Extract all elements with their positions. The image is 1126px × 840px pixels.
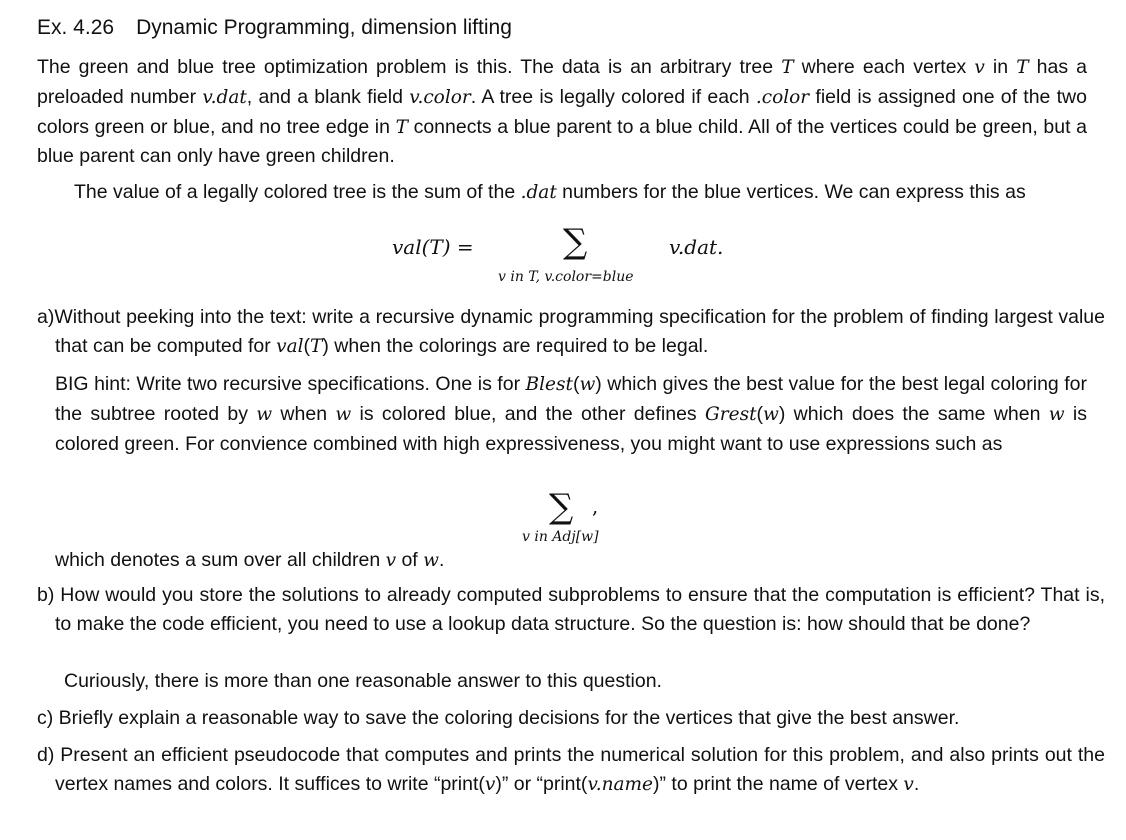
big-hint [55,370,1087,458]
text-run: numbers for the blue vertices. We can express this as [556,181,1026,203]
part-a [37,303,1105,362]
comma: , [592,495,599,518]
math-expression: w [763,403,779,425]
text-run: , and a blank field [246,85,410,108]
text-run: is colored green. For convience combined with high expressiveness, you might want to use expressions such as [55,402,1087,455]
text-run: ( [756,402,763,425]
equation-rhs: v.dat. [669,235,724,259]
math-expression: T [395,116,408,138]
math-expression: Grest [705,403,757,425]
part-d [37,741,1105,800]
math-expression: val [276,335,304,357]
text-run: has a preloaded number [37,56,1088,108]
text-run: b) How would you store the solutions to already computed subproblems to ensure that the computation is efficient? That is, to make the code efficient, you need to use a lookup data structure. So the question is: how should that be done? [37,584,1105,635]
text-run: . [913,772,920,795]
math-expression: w [335,403,352,425]
math-expression: v [974,57,985,78]
text-run: a)Without peeking into the text: write a recursive dynamic programming specification for the problem of finding largest value that can be computed for [37,306,1105,357]
text-run: ( [303,334,311,357]
math-expression: v [385,550,397,571]
exercise-title [37,16,512,40]
text-run: when [272,402,336,425]
problem-statement [37,53,1087,171]
text-run: connects a blue parent to a blue child. All of the vertices could be green, but a blue parent can only have green children. [37,115,1087,168]
math-expression: .dat [520,182,557,203]
text-run: Curiously, there is more than one reasonable answer to this question. [64,670,662,692]
sum-subscript: v in T, v.color=blue [498,269,634,285]
math-expression: T [310,335,323,357]
math-expression: .color [755,86,810,108]
math-expression: T [781,57,794,78]
math-expression: w [423,550,439,571]
part-b-note [64,667,1087,696]
text-run: c) Briefly explain a reasonable way to save the coloring decisions for the vertices that give the best answer. [37,707,960,729]
hint-continuation [55,546,1087,576]
sum-subscript: v in Adj[w] [522,529,599,545]
math-expression: w [256,403,273,425]
text-run: The value of a legally colored tree is the sum of the [74,181,521,203]
equation-lhs: val(T) = [392,235,474,259]
math-expression: v [903,773,914,795]
exercise-number: Ex. 4.26 [37,16,115,39]
math-expression: T [1016,57,1029,78]
text-run: is colored blue, and the other defines [351,402,705,425]
math-expression: v [484,773,496,795]
sigma-symbol: ∑ [549,487,574,527]
math-expression: v.name [587,773,654,795]
math-expression: Blest [525,374,573,395]
text-run: The green and blue tree optimization problem is this. The data is an arbitrary tree [37,56,782,78]
text-run: where each vertex [793,56,975,78]
text-run: ) which gives the best value for the best legal coloring for the subtree rooted by [55,373,1087,425]
math-expression: w [579,374,596,395]
text-run: d) Present an efficient pseudocode that computes and prints the numerical solution for this problem, and also prints out the vertex names and colors. It suffices to write “print( [37,744,1105,795]
text-run: which denotes a sum over all children [55,549,386,571]
text-run: ( [572,373,580,395]
text-run: field is assigned one of the two colors green or blue, and no tree edge in [37,85,1087,138]
sigma-symbol: ∑ [563,222,588,262]
text-run: . [439,549,445,571]
math-expression: v.color [409,86,471,108]
text-run: in [984,56,1017,78]
text-run: BIG hint: Write two recursive specifications. One is for [55,373,526,395]
text-run: ) when the colorings are required to be legal. [322,334,709,357]
text-run: )” to print the name of vertex [653,772,904,795]
part-c [37,704,1105,733]
exercise-heading: Dynamic Programming, dimension lifting [136,16,512,39]
part-b [37,581,1105,639]
text-run: of [396,549,424,571]
text-run: ) which does the same when [778,402,1049,425]
value-definition [37,178,1087,208]
math-expression: v.dat [202,86,247,108]
text-run: . A tree is legally colored if each [470,85,756,108]
text-run: )” or “print( [495,772,588,795]
math-expression: w [1048,403,1065,425]
